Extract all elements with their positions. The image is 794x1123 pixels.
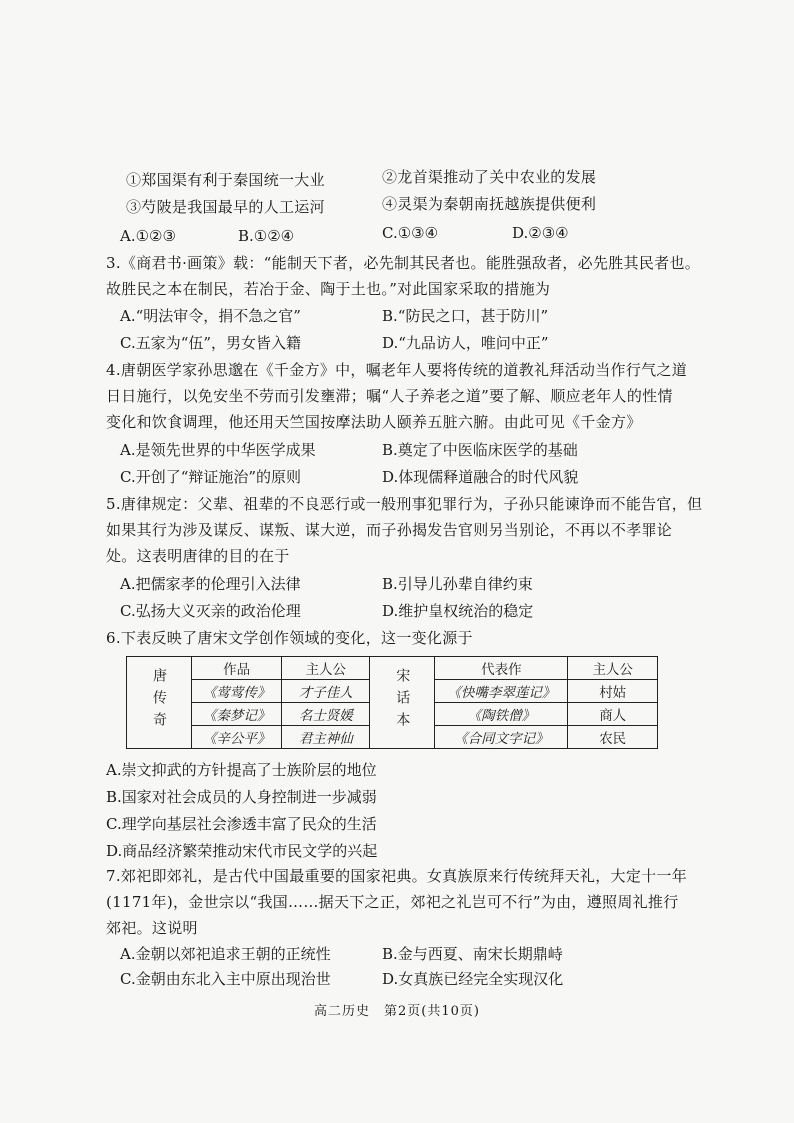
table-cell: 《快嘴李翠莲记》 xyxy=(435,680,568,703)
q2-option-d: D.②③④ xyxy=(512,224,569,242)
table-cell: 才子佳人 xyxy=(282,680,370,703)
q7-stem-line-2: (1171年)，金世宗以“我国……据天下之正，郊祀之礼岂可不行”为由，遵照周礼推行 xyxy=(106,893,679,911)
q5-option-c: C.弘扬大义灭亲的政治伦理 xyxy=(120,602,301,620)
q6-option-c: C.理学向基层社会渗透丰富了民众的生活 xyxy=(106,815,377,833)
q5-option-b: B.引导儿孙辈自律约束 xyxy=(382,575,533,593)
q6-table xyxy=(126,656,658,749)
q5-stem-line-1: 5.唐律规定：父辈、祖辈的不良恶行或一般刑事犯罪行为，子孙只能谏诤而不能告官，但 xyxy=(106,495,703,513)
q7-option-d: D.女真族已经完全实现汉化 xyxy=(382,970,564,988)
col-header-rep: 代表作 xyxy=(435,657,568,680)
table-cell: 农民 xyxy=(568,726,658,749)
q2-statement-1: ①郑国渠有利于秦国统一大业 xyxy=(126,171,325,189)
q4-stem-line-3: 变化和饮食调理，他还用天竺国按摩法助人颐养五脏六腑。由此可见《千金方》 xyxy=(106,413,642,431)
q3-option-c: C.五家为“伍”，男女皆入籍 xyxy=(120,334,302,352)
q3-option-a: A.“明法审令，捐不急之官” xyxy=(120,307,301,325)
q3-option-b: B.“防民之口，甚于防川” xyxy=(382,307,549,325)
q4-stem-line-1: 4.唐朝医学家孙思邈在《千金方》中，嘱老年人要将传统的道教礼拜活动当作行气之道 xyxy=(106,361,688,379)
table-cell: 《秦梦记》 xyxy=(192,703,282,726)
q7-stem-line-1: 7.郊祀即郊礼，是古代中国最重要的国家祀典。女真族原来行传统拜天礼，大定十一年 xyxy=(106,867,688,885)
q2-option-b: B.①②④ xyxy=(238,227,295,245)
song-huaben-header: 宋话本 xyxy=(370,657,435,749)
q3-option-d: D.“九品访人，唯问中正” xyxy=(382,334,549,352)
q4-option-b: B.奠定了中医临床医学的基础 xyxy=(382,441,578,459)
col-header-hero: 主人公 xyxy=(282,657,370,680)
q6-option-d: D.商品经济繁荣推动宋代市民文学的兴起 xyxy=(106,842,378,860)
table-cell: 《陶铁僧》 xyxy=(435,703,568,726)
table-cell: 君主神仙 xyxy=(282,726,370,749)
q2-statement-4: ④灵渠为秦朝南抚越族提供便利 xyxy=(382,195,597,213)
q4-stem-line-2: 日日施行，以免安坐不劳而引发壅滞；嘱“人子养老之道”要了解、顺应老年人的性情 xyxy=(106,387,673,405)
q2-option-a: A.①②③ xyxy=(120,227,176,245)
q5-option-d: D.维护皇权统治的稳定 xyxy=(382,602,534,620)
q2-statement-2: ②龙首渠推动了关中农业的发展 xyxy=(382,168,597,186)
table-cell: 名士贤媛 xyxy=(282,703,370,726)
q4-option-a: A.是领先世界的中华医学成果 xyxy=(120,441,316,459)
q5-option-a: A.把儒家孝的伦理引入法律 xyxy=(120,575,301,593)
q6-option-b: B.国家对社会成员的人身控制进一步减弱 xyxy=(106,788,377,806)
tang-chuanqi-header: 唐传奇 xyxy=(127,657,192,749)
q5-stem-line-2: 如果其行为涉及谋反、谋叛、谋大逆，而子孙揭发告官则另当别论，不再以不孝罪论 xyxy=(106,521,673,539)
col-header-hero2: 主人公 xyxy=(568,657,658,680)
q3-stem-line-2: 故胜民之本在制民，若冶于金、陶于土也。”对此国家采取的措施为 xyxy=(106,280,551,298)
table-cell: 《莺莺传》 xyxy=(192,680,282,703)
q2-statement-3: ③芍陂是我国最早的人工运河 xyxy=(126,198,325,216)
col-header-work: 作品 xyxy=(192,657,282,680)
q2-option-c: C.①③④ xyxy=(382,224,439,242)
q4-option-c: C.开创了“辩证施治”的原则 xyxy=(120,468,302,486)
q7-option-a: A.金朝以郊祀追求王朝的正统性 xyxy=(120,945,331,963)
q7-option-b: B.金与西夏、南宋长期鼎峙 xyxy=(382,945,563,963)
q6-stem: 6.下表反映了唐宋文学创作领域的变化，这一变化源于 xyxy=(106,629,473,647)
q7-option-c: C.金朝由东北入主中原出现治世 xyxy=(120,970,331,988)
table-cell: 《辛公平》 xyxy=(192,726,282,749)
q4-option-d: D.体现儒释道融合的时代风貌 xyxy=(382,468,579,486)
table-cell: 村姑 xyxy=(568,680,658,703)
q5-stem-line-3: 处。这表明唐律的目的在于 xyxy=(106,547,290,565)
table-cell: 商人 xyxy=(568,703,658,726)
page-footer: 高二历史 第2页(共10页) xyxy=(314,1004,480,1019)
q6-option-a: A.崇文抑武的方针提高了士族阶层的地位 xyxy=(106,761,377,779)
q7-stem-line-3: 郊祀。这说明 xyxy=(106,919,198,937)
q3-stem-line-1: 3.《商君书·画策》载：“能制天下者，必先制其民者也。能胜强敌者，必先胜其民者也。 xyxy=(106,254,701,272)
table-cell: 《合同文字记》 xyxy=(435,726,568,749)
